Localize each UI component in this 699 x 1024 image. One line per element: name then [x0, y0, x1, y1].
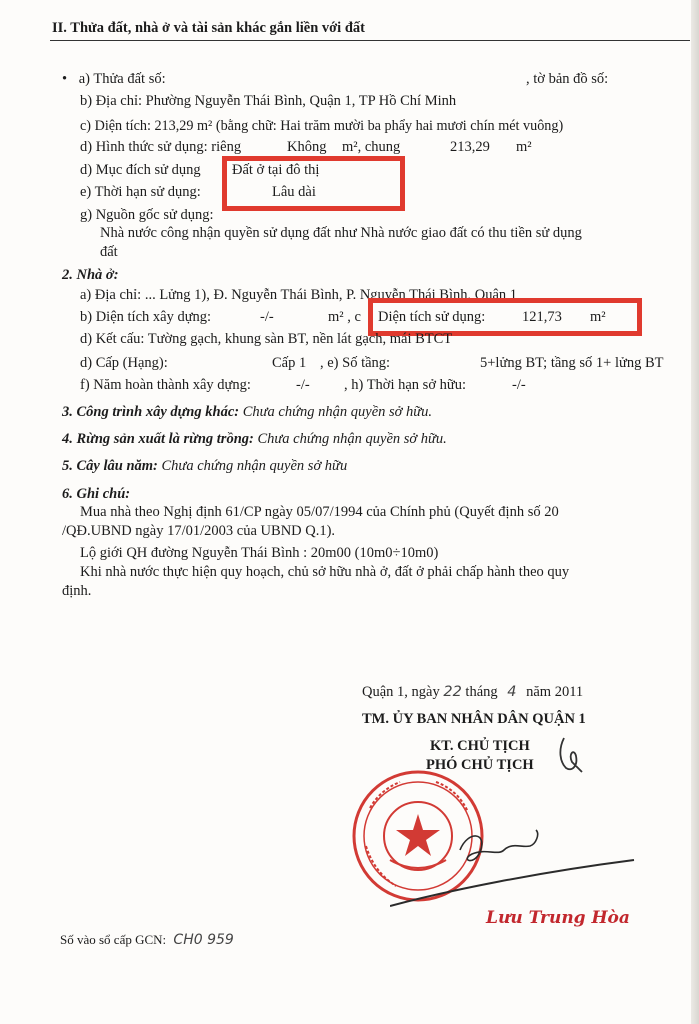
house-title: 2. Nhà ở:: [62, 267, 119, 283]
house-own-term-label: , h) Thời hạn sở hữu:: [344, 377, 467, 393]
section-3-row: 3. Công trình xây dựng khác: Chưa chứng nhận quyền sở hữu.: [62, 404, 433, 420]
land-origin-line2: đất: [100, 244, 118, 260]
initials-mark: [554, 732, 586, 776]
notes-line1: Mua nhà theo Nghị định 61/CP ngày 05/07/1994 của Chính phủ (Quyết định số 20: [80, 504, 559, 520]
house-floors-value: 5+lửng BT; tầng số 1+ lửng BT: [480, 355, 664, 371]
highlight-box-purpose: [222, 156, 405, 211]
land-origin-label: g) Nguồn gốc sử dụng:: [80, 207, 214, 223]
house-floor-area-label: Diện tích sử dụng:: [378, 309, 486, 325]
title-rule: [50, 40, 690, 41]
register-number: Số vào sổ cấp GCN: CH0 959: [60, 932, 234, 948]
land-use-unit2: m²: [516, 139, 532, 155]
notes-line3: Lộ giới QH đường Nguyễn Thái Bình : 20m00 (10m0÷10m0): [80, 545, 439, 561]
land-use-shared-area: 213,29: [450, 139, 490, 155]
section-4-row: 4. Rừng sản xuất là rừng trồng: Chưa chứng nhận quyền sở hữu.: [62, 431, 447, 447]
land-purpose-label: d) Mục đích sử dụng: [80, 162, 201, 178]
house-built-area-value: -/-: [260, 309, 274, 325]
notes-line5: định.: [62, 583, 92, 599]
house-built-area-unit: m² , c: [328, 309, 361, 325]
land-sheet-label: , tờ bản đồ số:: [526, 71, 609, 87]
house-built-area-label: b) Diện tích xây dựng:: [80, 309, 212, 325]
house-address: a) Địa chỉ: ... Lửng 1), Đ. Nguyễn Thái Bình, P. Nguyễn Thái Bình, Quận 1: [80, 287, 518, 303]
land-term-label: e) Thời hạn sử dụng:: [80, 184, 201, 200]
house-structure: d) Kết cấu: Tường gạch, khung sàn BT, nền lát gạch, mái BTCT: [80, 331, 453, 347]
land-term-value: Lâu dài: [272, 184, 316, 200]
land-area: c) Diện tích: 213,29 m² (bằng chữ: Hai trăm mười ba phẩy hai mươi chín mét vuông): [80, 118, 564, 134]
land-address: b) Địa chỉ: Phường Nguyễn Thái Bình, Quận 1, TP Hồ Chí Minh: [80, 93, 457, 109]
section-5-row: 5. Cây lâu năm: Chưa chứng nhận quyền sở hữu: [62, 458, 348, 474]
house-year-label: f) Năm hoàn thành xây dựng:: [80, 377, 251, 393]
sign-org: TM. ỦY BAN NHÂN DÂN QUẬN 1: [362, 711, 586, 727]
land-use-shared: Không: [287, 139, 327, 155]
land-use-form-row: d) Hình thức sử dụng: riêng: [80, 139, 242, 155]
notes-title: 6. Ghi chú:: [62, 486, 131, 502]
signer-name: Lưu Trung Hòa: [486, 908, 630, 928]
section-title: II. Thửa đất, nhà ở và tài sản khác gắn liền với đất: [52, 20, 365, 36]
house-grade-label: d) Cấp (Hạng):: [80, 355, 168, 371]
notes-line2: /QĐ.UBND ngày 17/01/2003 của UBND Q.1).: [62, 523, 336, 539]
notes-line4: Khi nhà nước thực hiện quy hoạch, chủ sở hữu nhà ở, đất ở phải chấp hành theo quy: [80, 564, 570, 580]
land-purpose-value: Đất ở tại đô thị: [232, 162, 320, 178]
sign-role1: KT. CHỦ TỊCH: [430, 738, 530, 754]
land-use-unit: m², chung: [342, 139, 401, 155]
house-floor-area-unit: m²: [590, 309, 606, 325]
sign-date: Quận 1, ngày 22 tháng 4 năm 2011: [362, 684, 584, 700]
page-edge: [691, 0, 699, 1024]
land-parcel-row: • a) Thửa đất số:: [62, 71, 166, 87]
land-origin-line1: Nhà nước công nhận quyền sử dụng đất như Nhà nước giao đất có thu tiền sử dụng: [100, 225, 582, 241]
handwritten-signature: [390, 820, 640, 910]
house-year-value: -/-: [296, 377, 310, 393]
house-grade-value: Cấp 1: [272, 355, 307, 371]
sign-role2: PHÓ CHỦ TỊCH: [426, 757, 534, 773]
house-own-term-value: -/-: [512, 377, 526, 393]
house-floors-label: , e) Số tầng:: [320, 355, 391, 371]
house-floor-area-value: 121,73: [522, 309, 562, 325]
